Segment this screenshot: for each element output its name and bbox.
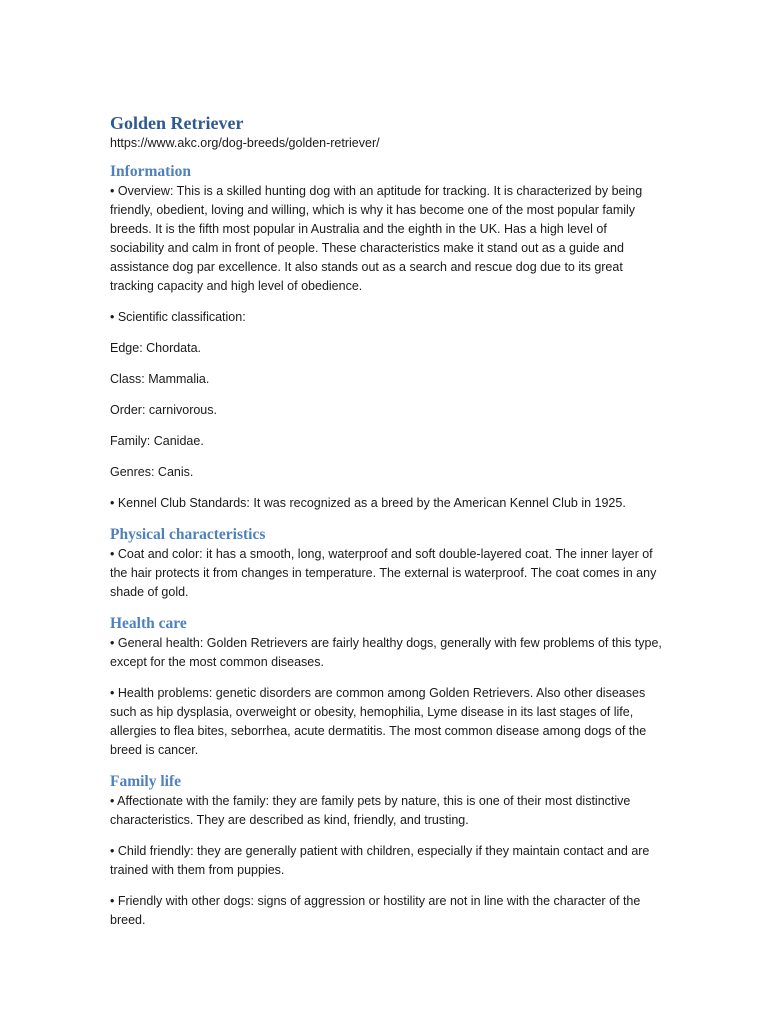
paragraph-genres: Genres: Canis. [110, 465, 194, 479]
document-page [110, 112, 662, 942]
paragraph-general-health: • General health: Golden Retrievers are fairly healthy dogs, generally with few problems of this type, except for the most common diseases. [110, 636, 662, 669]
paragraph-child-friendly: • Child friendly: they are generally patient with children, especially if they maintain contact and are trained with them from puppies. [110, 844, 650, 877]
section-physical-characteristics [110, 525, 662, 602]
paragraph-health-problems: • Health problems: genetic disorders are common among Golden Retrievers. Also other diseases such as hip dysplasia, overweight or obesity, hemophilia, Lyme disease in its last stages of life, allergies to flea bites, seborrhea, acute dermatitis. The most common disease among dogs of the breed is cancer. [110, 686, 647, 757]
paragraph-affectionate: • Affectionate with the family: they are family pets by nature, this is one of their most distinctive characteristics. They are described as kind, friendly, and trusting. [110, 794, 631, 827]
section-heading: Health care [110, 615, 187, 632]
section-heading: Family life [110, 773, 182, 790]
section-information [110, 162, 662, 513]
section-heading: Physical characteristics [110, 526, 266, 543]
paragraph-class: Class: Mammalia. [110, 372, 210, 386]
paragraph-edge: Edge: Chordata. [110, 341, 202, 355]
paragraph-kennel-club: • Kennel Club Standards: It was recognized as a breed by the American Kennel Club in 1925. [110, 496, 626, 510]
section-family-life [110, 772, 662, 930]
document-title: Golden Retriever [110, 113, 244, 133]
paragraph-friendly-with-dogs: • Friendly with other dogs: signs of aggression or hostility are not in line with the character of the breed. [110, 894, 641, 927]
paragraph-overview: • Overview: This is a skilled hunting dog with an aptitude for tracking. It is characterized by being friendly, obedient, loving and willing, which is why it has become one of the most popular family breeds. It is the fifth most popular in Australia and the eighth in the UK. Has a high level of sociability and calm in front of people. These characteristics make it stand out as a guide and assistance dog par excellence. It also stands out as a search and rescue dog due to its great tracking capacity and high level of obedience. [110, 184, 643, 293]
paragraph-coat-and-color: • Coat and color: it has a smooth, long, waterproof and soft double-layered coat. The inner layer of the hair protects it from changes in temperature. The external is waterproof. The coat comes in any shade of gold. [110, 547, 657, 599]
paragraph-scientific-classification: • Scientific classification: [110, 310, 246, 324]
paragraph-order: Order: carnivorous. [110, 403, 217, 417]
paragraph-family: Family: Canidae. [110, 434, 204, 448]
section-heading: Information [110, 163, 191, 180]
source-url: https://www.akc.org/dog-breeds/golden-retriever/ [110, 136, 380, 150]
section-health-care [110, 614, 662, 760]
